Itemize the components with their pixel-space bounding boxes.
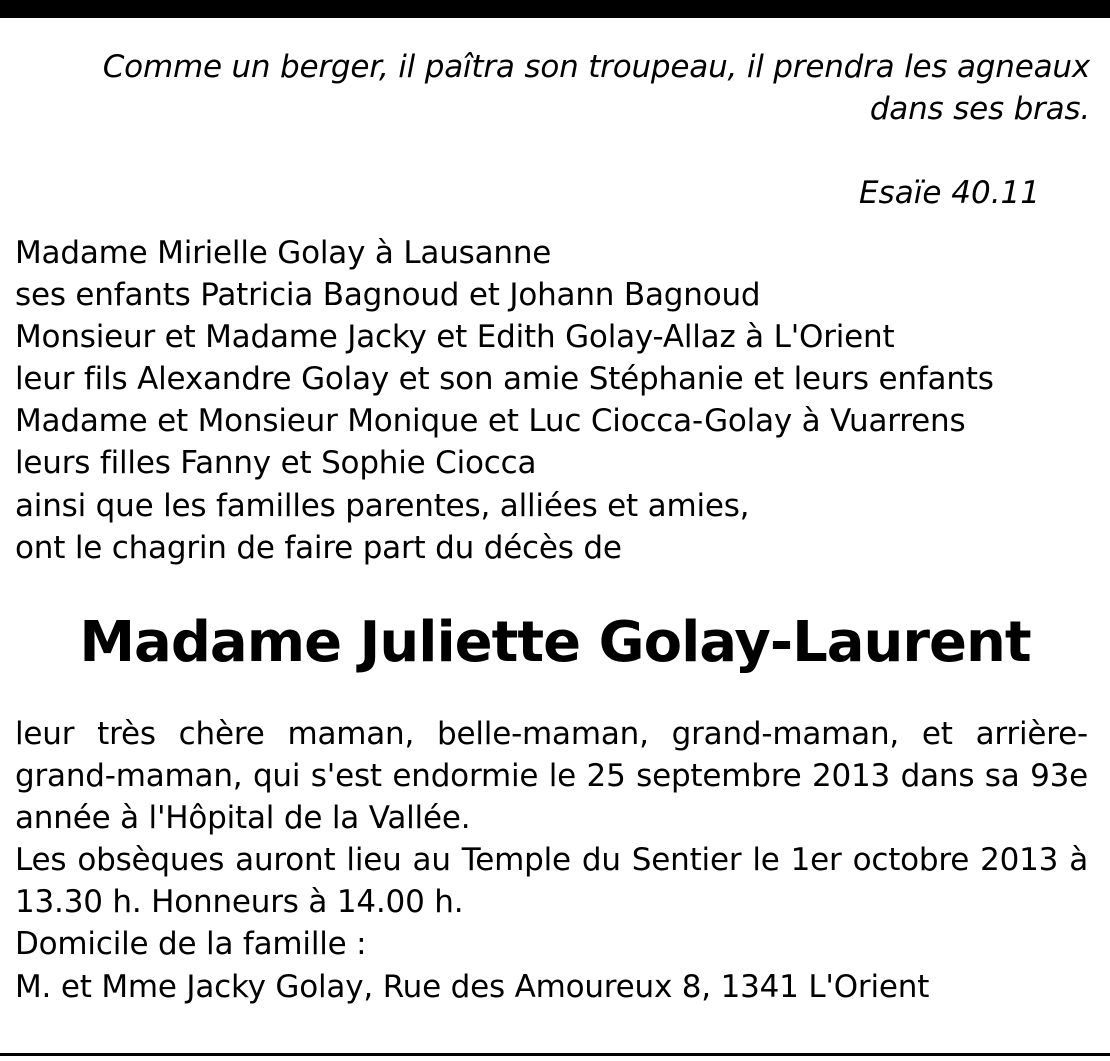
announcer-line: Madame Mirielle Golay à Lausanne: [15, 235, 552, 271]
announcer-line: Monsieur et Madame Jacky et Edith Golay-Allaz à L'Orient: [15, 319, 895, 356]
announcer-line: leurs filles Fanny et Sophie Ciocca: [15, 445, 537, 482]
notice-details: [15, 713, 1088, 1008]
deceased-name: Madame Juliette Golay-Laurent: [79, 610, 1031, 675]
verse-reference: Esaïe 40.11: [858, 175, 1040, 211]
announcer-line: leur fils Alexandre Golay et son amie Stéphanie et leurs enfants: [15, 361, 994, 398]
announcer-line: Madame et Monsieur Monique et Luc Ciocca-Golay à Vuarrens: [15, 403, 966, 440]
announcers-list: [15, 232, 1095, 569]
announcer-line: ainsi que les familles parentes, alliées et amies,: [15, 487, 750, 524]
domicile-label: Domicile de la famille :: [15, 926, 367, 963]
domicile-address: M. et Mme Jacky Golay, Rue des Amoureux 8, 1341 L'Orient: [15, 968, 930, 1005]
announcer-line: ses enfants Patricia Bagnoud et Johann Bagnoud: [15, 277, 761, 314]
top-border-rule: [0, 0, 1110, 18]
bible-verse: Comme un berger, il paîtra son troupeau, il prendra les agneaux dans ses bras.: [102, 49, 1090, 127]
funeral-info: Les obsèques auront lieu au Temple du Sentier le 1er octobre 2013 à 13.30 h. Honneurs à 14.00 h.: [15, 842, 1088, 921]
tribute-text: leur très chère maman, belle-maman, grand-maman, et arrière-grand-maman, qui s'est endormie le 25 septembre 2013 dans sa 93e année à l'Hôpital de la Vallée.: [15, 716, 1088, 837]
announcer-line: ont le chagrin de faire part du décès de: [15, 529, 622, 566]
bottom-border-rule: [0, 1053, 1110, 1056]
